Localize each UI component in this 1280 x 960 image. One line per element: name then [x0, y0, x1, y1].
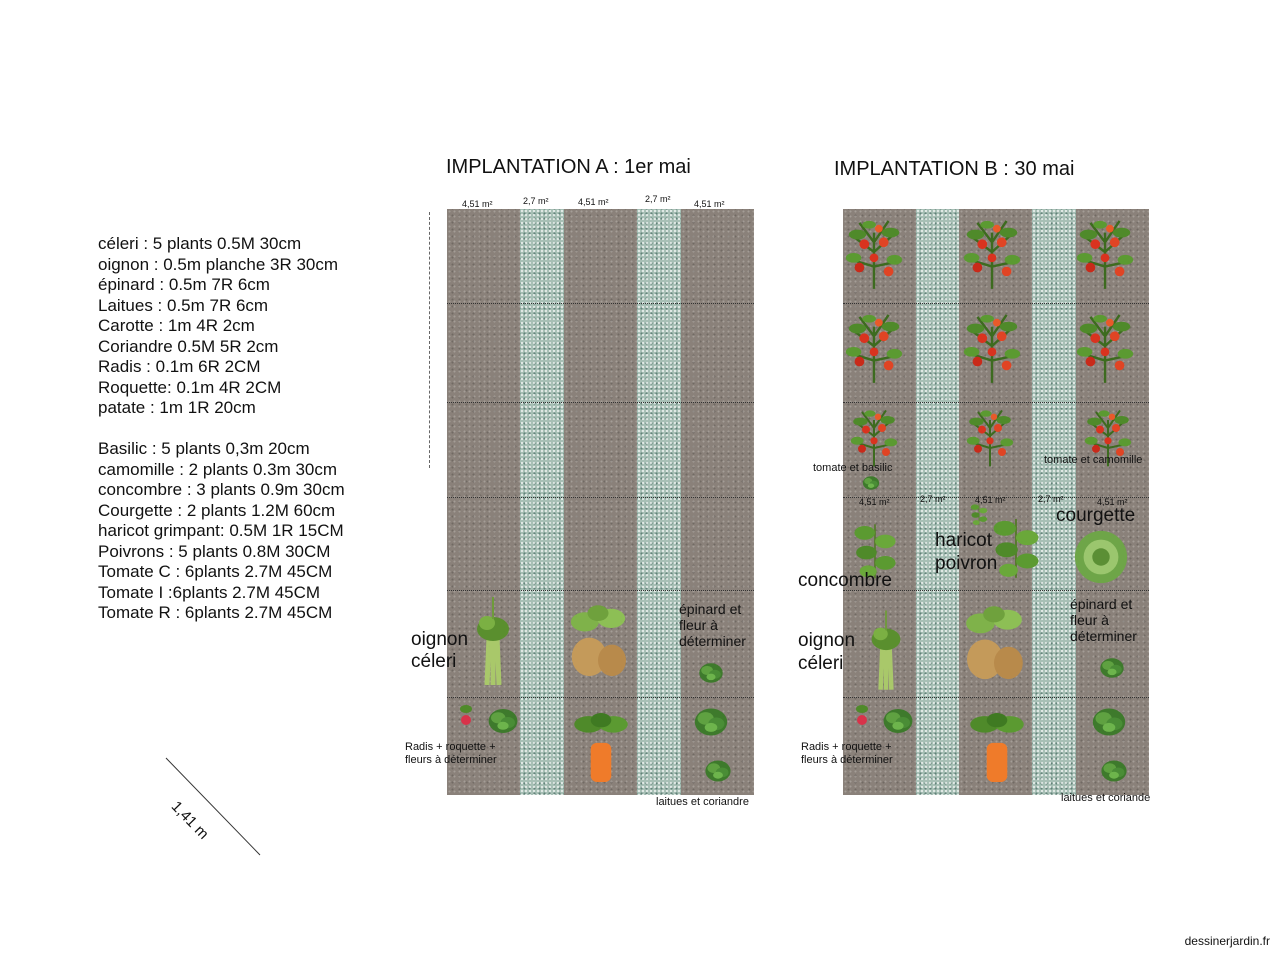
legend-item: céleri : 5 plants 0.5M 30cm — [98, 234, 302, 253]
pepper-plant — [988, 506, 1044, 588]
label-radis: Radis + roquette + fleurs à déterminer — [405, 741, 497, 766]
scale-label: 1,41 m — [167, 798, 212, 843]
tomato-plant — [840, 212, 908, 292]
courgette-plant — [1072, 528, 1130, 586]
area-label: 4,51 m² — [1097, 497, 1128, 507]
lettuce-plant — [690, 704, 732, 740]
label-poivron: poivron — [935, 553, 998, 574]
bed — [564, 209, 637, 795]
divider — [843, 402, 1149, 403]
tomato-plant — [846, 404, 902, 468]
implantation-b-title: IMPLANTATION B : 30 mai — [834, 158, 1075, 180]
implantation-a-title: IMPLANTATION A : 1er mai — [446, 156, 691, 178]
bean-plant — [968, 502, 990, 526]
legend-item: Tomate I :6plants 2.7M 45CM — [98, 583, 321, 602]
potato-plant — [958, 600, 1030, 688]
legend-item: Roquette: 0.1m 4R 2CM — [98, 378, 282, 397]
carrot-plant — [966, 712, 1028, 784]
footer-credit: dessinerjardin.fr — [1184, 934, 1270, 948]
legend-item: Courgette : 2 plants 1.2M 60cm — [98, 501, 336, 520]
tomato-plant — [840, 306, 908, 386]
label-concombre: concombre — [798, 570, 892, 591]
divider — [447, 402, 754, 403]
area-label: 4,51 m² — [694, 199, 725, 209]
divider — [447, 497, 754, 498]
potato-plant — [563, 598, 633, 686]
coriander-plant — [704, 757, 732, 785]
radish-plant — [459, 704, 473, 728]
divider — [447, 303, 754, 304]
tomato-plant — [962, 404, 1018, 468]
tomato-plant — [1071, 306, 1139, 386]
radish-plant — [855, 704, 869, 728]
legend-item: oignon : 0.5m planche 3R 30cm — [98, 255, 339, 274]
legend-item: concombre : 3 plants 0.9m 30cm — [98, 480, 345, 499]
area-label: 4,51 m² — [859, 497, 890, 507]
legend-item: Laitues : 0.5m 7R 6cm — [98, 296, 269, 315]
label-radis: Radis + roquette + fleurs à déterminer — [801, 741, 893, 766]
label-celeri: céleri — [411, 651, 457, 672]
path — [637, 209, 681, 795]
arugula-plant — [487, 705, 519, 737]
area-label: 2,7 m² — [645, 194, 671, 204]
label-tomate-basilic: tomate et basilic — [813, 462, 893, 474]
label-tomate-camomille: tomate et camomille — [1044, 454, 1143, 466]
lettuce-plant — [1088, 704, 1130, 740]
carrot-plant — [566, 712, 636, 784]
divider — [447, 697, 754, 698]
path — [520, 209, 564, 795]
dimension-line — [429, 212, 430, 468]
divider — [843, 697, 1149, 698]
basil-plant — [861, 474, 881, 492]
area-label: 2,7 m² — [1038, 494, 1064, 504]
legend-item: Carotte : 1m 4R 2cm — [98, 316, 255, 335]
label-celeri: céleri — [798, 653, 844, 674]
coriander-plant — [1100, 757, 1128, 785]
divider — [843, 303, 1149, 304]
area-label: 2,7 m² — [523, 196, 549, 206]
label-laitues: laitues et coriande — [1061, 792, 1151, 804]
area-label: 2,7 m² — [920, 494, 946, 504]
spinach-plant — [1099, 655, 1125, 681]
label-courgette: courgette — [1056, 505, 1136, 526]
legend-item: Tomate C : 6plants 2.7M 45CM — [98, 562, 333, 581]
legend-item: patate : 1m 1R 20cm — [98, 398, 256, 417]
area-label: 4,51 m² — [975, 495, 1006, 505]
spinach-plant — [698, 660, 724, 686]
area-label: 4,51 m² — [578, 197, 609, 207]
arugula-plant — [882, 705, 914, 737]
label-haricot: haricot — [935, 530, 993, 551]
legend-item: Tomate R : 6plants 2.7M 45CM — [98, 603, 333, 622]
legend-item: haricot grimpant: 0.5M 1R 15CM — [98, 521, 344, 540]
legend-item: épinard : 0.5m 7R 6cm — [98, 275, 270, 294]
area-label: 4,51 m² — [462, 199, 493, 209]
celery-plant — [868, 608, 904, 694]
tomato-plant — [958, 212, 1026, 292]
legend-item: Radis : 0.1m 6R 2CM — [98, 357, 261, 376]
tomato-plant — [1071, 212, 1139, 292]
legend-item: camomille : 2 plants 0.3m 30cm — [98, 460, 338, 479]
label-epinard: épinard et fleur à déterminer — [1070, 596, 1137, 644]
tomato-plant — [958, 306, 1026, 386]
legend-item: Basilic : 5 plants 0,3m 20cm — [98, 439, 310, 458]
label-epinard: épinard et fleur à déterminer — [679, 601, 746, 649]
legend-item: Poivrons : 5 plants 0.8M 30CM — [98, 542, 331, 561]
label-laitues: laitues et coriandre — [656, 796, 749, 808]
label-oignon: oignon — [411, 629, 469, 650]
divider — [447, 590, 754, 591]
label-oignon: oignon — [798, 630, 856, 651]
legend-item: Coriandre 0.5M 5R 2cm — [98, 337, 279, 356]
celery-plant — [473, 592, 513, 692]
